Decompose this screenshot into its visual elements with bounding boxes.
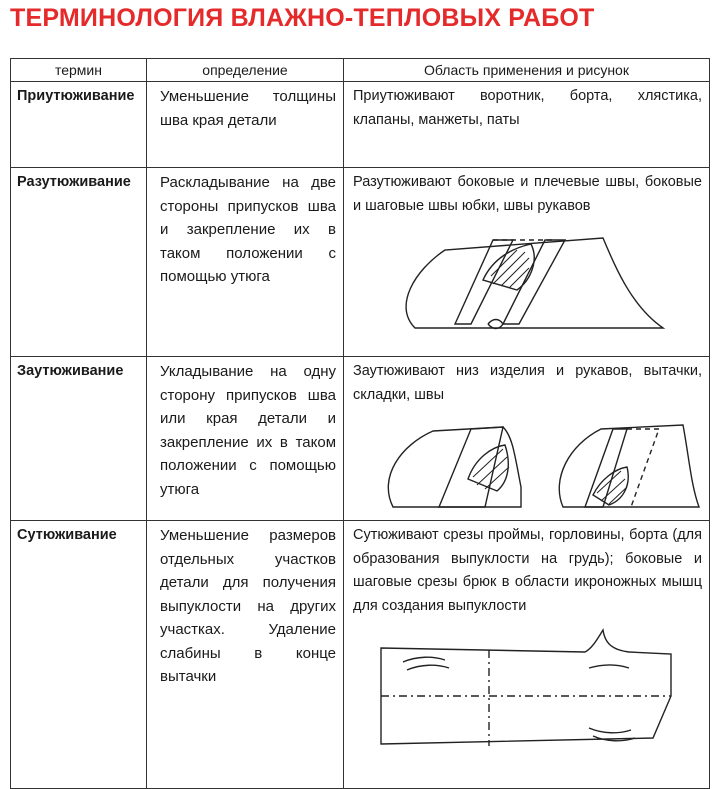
table-row-razutyuzhivanie — [11, 168, 710, 357]
application-cell — [344, 82, 710, 168]
table-row-priutyuzhivanie — [11, 82, 710, 168]
pressed-open-seam-illustration — [353, 218, 703, 338]
pressed-to-side-seam-illustration — [353, 407, 703, 517]
application-text: Приутюживают воротник, борта, хлястика, клапаны, манжеты, паты — [353, 88, 702, 128]
application-cell — [344, 357, 710, 521]
page-title: ТЕРМИНОЛОГИЯ ВЛАЖНО-ТЕПЛОВЫХ РАБОТ — [10, 4, 595, 32]
application-text: Разутюживают боковые и плечевые швы, боковые и шаговые швы юбки, швы рукавов — [353, 174, 702, 214]
table-row-sutyuzhivanie — [11, 521, 710, 789]
terminology-table — [10, 58, 710, 789]
term-cell: Приутюживание — [11, 82, 147, 168]
application-cell — [344, 521, 710, 789]
application-text: Заутюживают низ изделия и рукавов, вытачки, складки, швы — [353, 363, 702, 403]
header-definition: определение — [147, 59, 344, 82]
term-cell: Заутюживание — [11, 357, 147, 521]
trouser-shrinking-illustration — [353, 618, 703, 748]
term-cell: Разутюживание — [11, 168, 147, 357]
table-header-row — [11, 59, 710, 82]
definition-cell: Уменьшение размеров отдельных участков детали для получения выпуклости на других участках. Удаление слабины в конце вытачки — [147, 521, 344, 789]
application-text: Сутюживают срезы проймы, горловины, борта (для образования выпуклости на грудь); боковые и шаговые срезы брюк в области икроножных мышц для создания выпуклости — [353, 527, 702, 614]
header-application: Область применения и рисунок — [344, 59, 710, 82]
application-cell — [344, 168, 710, 357]
table-row-zautyuzhivanie — [11, 357, 710, 521]
term-cell: Сутюживание — [11, 521, 147, 789]
definition-cell: Уменьшение толщины шва края детали — [147, 82, 344, 168]
definition-cell: Раскладывание на две стороны припусков шва и закрепление их в таком положении с помощью утюга — [147, 168, 344, 357]
definition-cell: Укладывание на одну сторону припусков шва или края детали и закрепление их в таком положении с помощью утюга — [147, 357, 344, 521]
header-term: термин — [11, 59, 147, 82]
